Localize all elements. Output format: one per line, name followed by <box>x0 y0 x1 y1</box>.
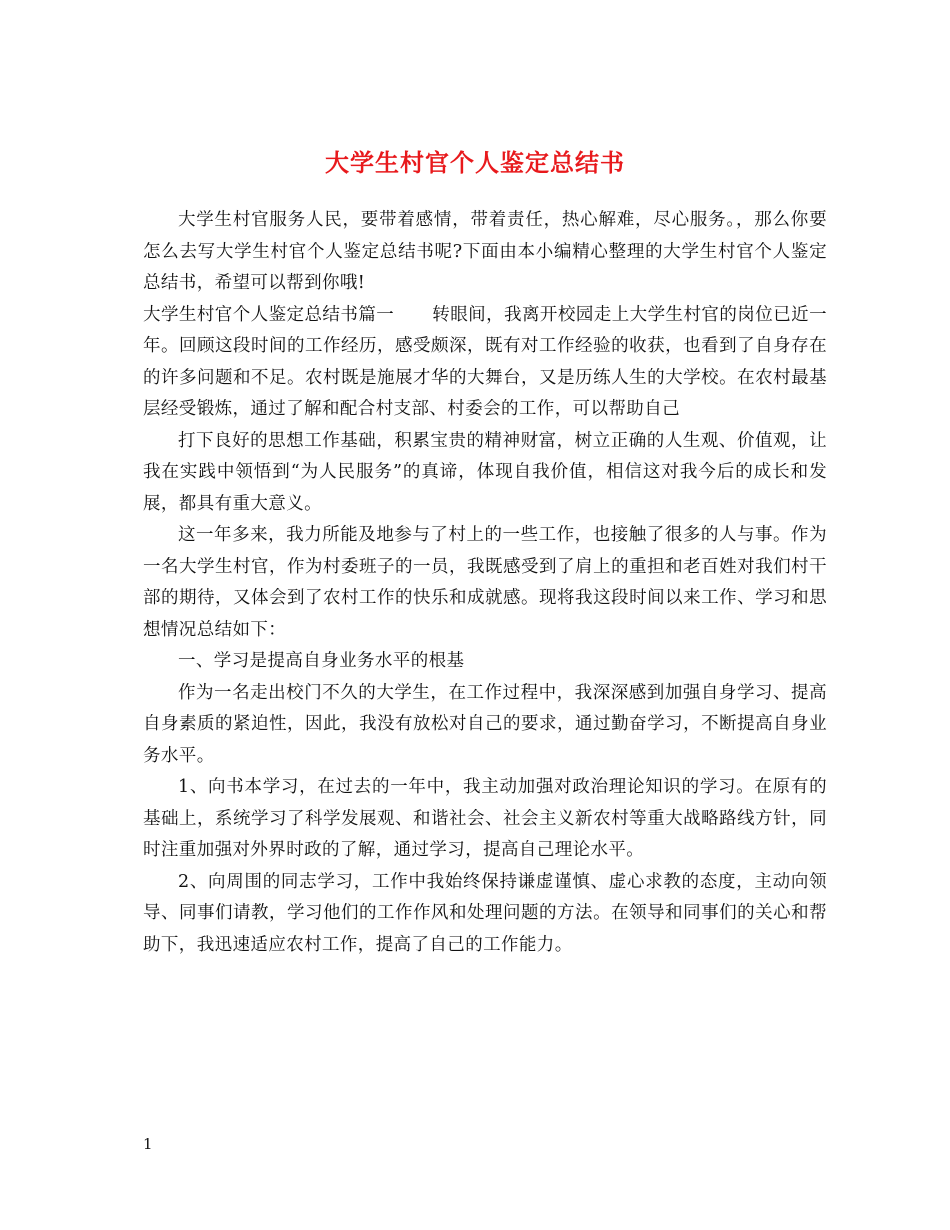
document-title: 大学生村官个人鉴定总结书 <box>325 148 625 178</box>
section-one-paragraph <box>143 300 827 426</box>
document-body <box>143 205 827 961</box>
body-paragraph: 1、向书本学习，在过去的一年中，我主动加强对政治理论知识的学习。在原有的基础上，系统学习了科学发展观、和谐社会、社会主义新农村等重大战略路线方针，同时注重加强对外界时政的了解，通过学习，提高自己理论水平。 <box>143 777 827 860</box>
page-number: 1 <box>143 1135 153 1153</box>
section-one-text: 转眼间，我离开校园走上大学生村官的岗位已近一年。回顾这段时间的工作经历，感受颇深，既有对工作经验的收获，也看到了自身存在的许多问题和不足。农村既是施展才华的大舞台，又是历练人生的大学校。在农村最基层经受锻炼，通过了解和配合村支部、村委会的工作，可以帮助自己 <box>143 304 827 419</box>
body-paragraph: 这一年多来，我力所能及地参与了村上的一些工作，也接触了很多的人与事。作为一名大学生村官，作为村委班子的一员，我既感受到了肩上的重担和老百姓对我们村干部的期待，又体会到了农村工作的快乐和成就感。现将我这段时间以来工作、学习和思想情况总结如下： <box>143 525 827 640</box>
body-paragraph: 作为一名走出校门不久的大学生，在工作过程中，我深深感到加强自身学习、提高自身素质的紧迫性，因此，我没有放松对自己的要求，通过勤奋学习，不断提高自身业务水平。 <box>143 682 827 766</box>
body-paragraph: 2、向周围的同志学习，工作中我始终保持谦虚谨慎、虚心求教的态度，主动向领导、同事们请教，学习他们的工作作风和处理问题的方法。在领导和同事们的关心和帮助下，我迅速适应农村工作，提高了自己的工作能力。 <box>143 871 827 955</box>
section-heading: 大学生村官个人鉴定总结书篇一 <box>143 304 395 325</box>
subheading-learning: 一、学习是提高自身业务水平的根基 <box>178 651 465 671</box>
body-paragraph: 打下良好的思想工作基础，积累宝贵的精神财富，树立正确的人生观、价值观，让我在实践中领悟到“为人民服务”的真谛，体现自我价值，相信这对我今后的成长和发展，都具有重大意义。 <box>143 430 827 514</box>
intro-paragraph: 大学生村官服务人民，要带着感情，带着责任，热心解难，尽心服务。，那么你要怎么去写大学生村官个人鉴定总结书呢?下面由本小编精心整理的大学生村官个人鉴定总结书，希望可以帮到你哦! <box>143 210 827 293</box>
